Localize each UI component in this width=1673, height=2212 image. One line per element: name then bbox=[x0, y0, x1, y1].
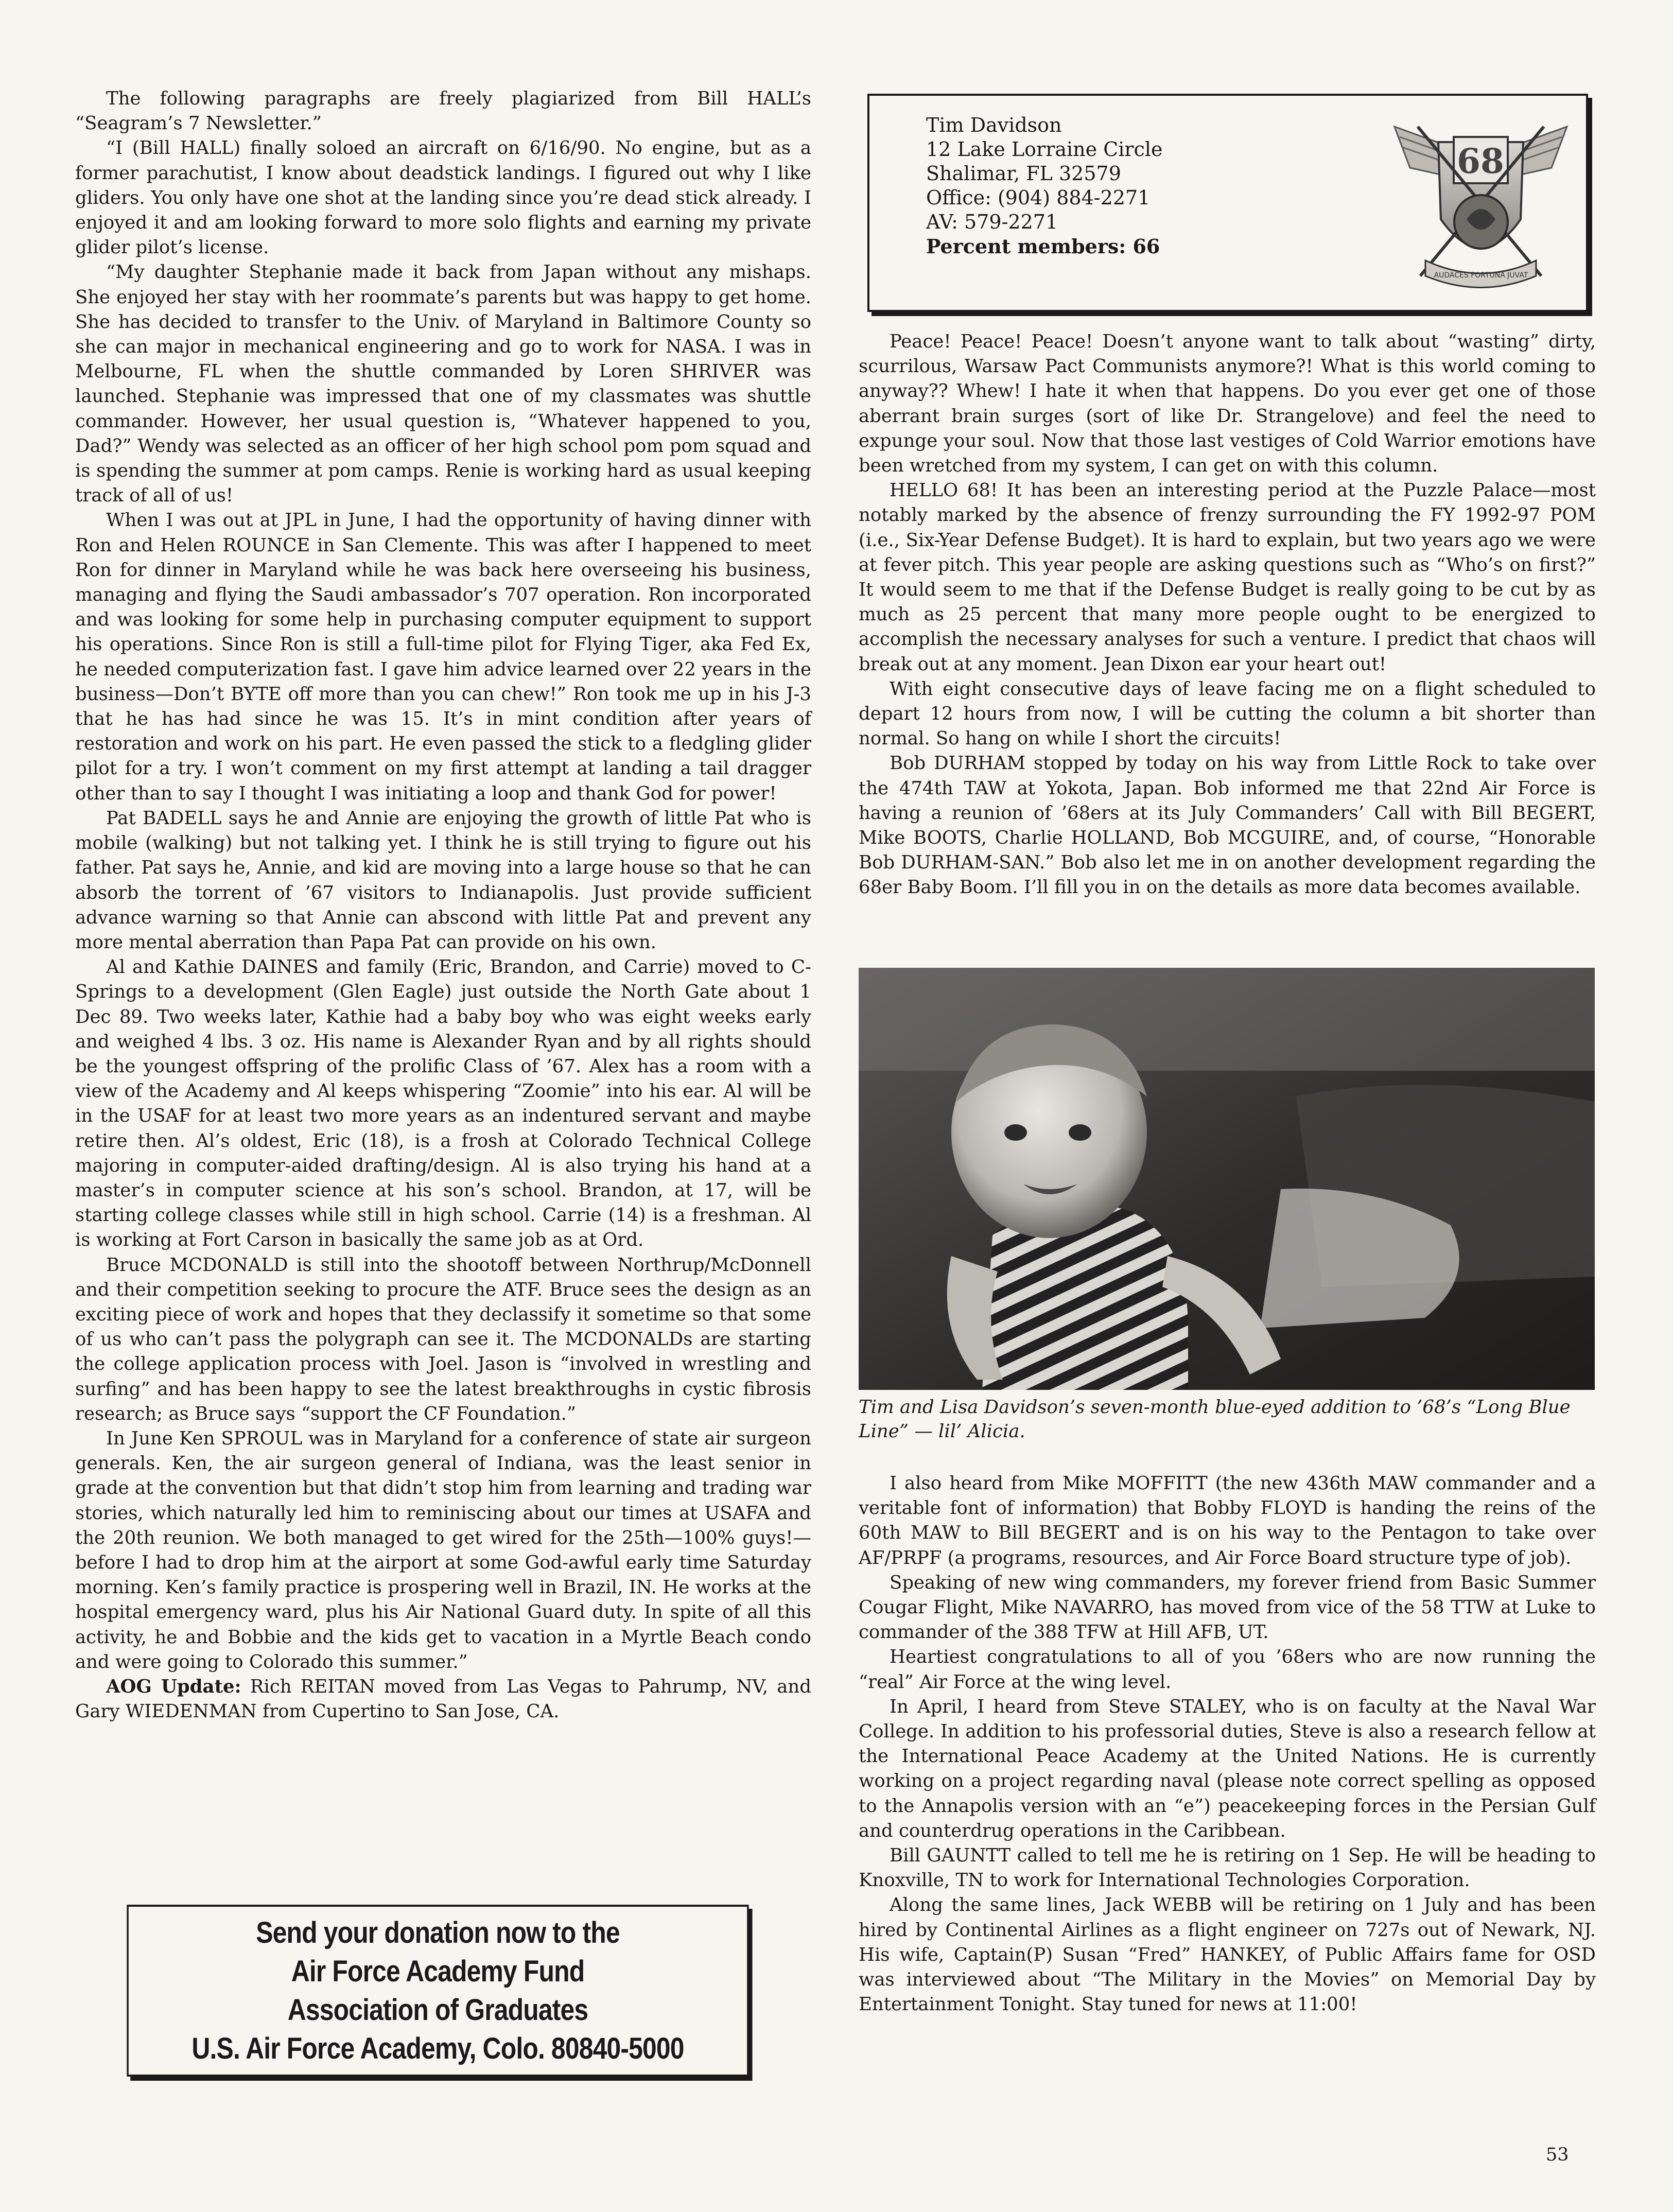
contact-office: Office: (904) 884-2271 bbox=[926, 186, 1151, 209]
right-column-bottom bbox=[859, 1471, 1596, 2017]
photo-caption: Tim and Lisa Davidson’s seven-month blue-eyed addition to ’68’s “Long Blue Line” — lil’ Alicia. bbox=[859, 1397, 1571, 1442]
donation-line: Association of Graduates bbox=[287, 1993, 588, 2027]
donation-line: Air Force Academy Fund bbox=[291, 1955, 585, 1988]
right-paragraph: With eight consecutive days of leave facing me on a flight scheduled to depart 12 hours from now, I will be cutting the column a bit shorter than normal. So hang on while I short the circuits! bbox=[859, 678, 1596, 750]
contact-name: Tim Davidson bbox=[926, 114, 1062, 136]
baby-photo-image bbox=[859, 968, 1595, 1390]
left-paragraph: Bruce MCDONALD is still into the shootoff between Northrup/McDonnell and their competition seeking to procure the ATF. Bruce sees the design as an exciting piece of work and hopes that they declassify it sometime so that some of us who can’t pass the polygraph can see it. The MCDONALDs are starting the college application process with Joel. Jason is “involved in wrestling and surfing” and has been happy to see the latest breakthroughs in cystic fibrosis research; as Bruce says “support the CF Foundation.” bbox=[75, 1254, 811, 1424]
right-paragraph: Speaking of new wing commanders, my forever friend from Basic Summer Cougar Flight, Mike NAVARRO, has moved from vice of the 58 TTW at Luke to commander of the 388 TFW at Hill AFB, UT. bbox=[859, 1572, 1596, 1643]
crest-motto: AUDACES FORTUNA JUVAT bbox=[1434, 271, 1528, 280]
donation-box bbox=[127, 1905, 748, 2077]
page-number: 53 bbox=[1546, 2145, 1569, 2165]
left-paragraph: In June Ken SPROUL was in Maryland for a conference of state air surgeon generals. Ken, the air surgeon general of Indiana, was the least senior in grade at the convention but that didn’t stop him from learning and trading war stories, which naturally led him to reminiscing about our times at USAFA and the 20th reunion. We both managed to get wired for the 25th—100% guys!—before I had to drop him at the airport at some God-awful early time Saturday morning. Ken’s family practice is prospering well in Brazil, IN. He works at the hospital emergency ward, plus his Air National Guard duty. In spite of all this activity, he and Bobbie and the kids get to vacation in a Myrtle Beach condo and were going to Colorado this summer.” bbox=[75, 1427, 811, 1673]
left-paragraph: The following paragraphs are freely plagiarized from Bill HALL’s “Seagram’s 7 Newsletter.” bbox=[75, 88, 811, 134]
contact-percent: Percent members: 66 bbox=[926, 235, 1160, 258]
aog-update-label: AOG Update: bbox=[106, 1676, 241, 1697]
right-paragraph: Bill GAUNTT called to tell me he is retiring on 1 Sep. He will be heading to Knoxville, TN to work for International Technologies Corporation. bbox=[859, 1845, 1596, 1891]
right-paragraph: In April, I heard from Steve STALEY, who is on faculty at the Naval War College. In addition to his professorial duties, Steve is also a research fellow at the International Peace Academy at the United Nations. He is currently working on a project regarding naval (please note correct spelling as opposed to the Annapolis version with an “e”) peacekeeping forces in the Persian Gulf and counterdrug operations in the Caribbean. bbox=[859, 1696, 1596, 1841]
right-paragraph: Bob DURHAM stopped by today on his way from Little Rock to take over the 474th TAW at Yokota, Japan. Bob informed me that 22nd Air Force is having a reunion of ’68ers at its July Commanders’ Call with Bill BEGERT, Mike BOOTS, Charlie HOLLAND, Bob MCGUIRE, and, of course, “Honorable Bob DURHAM-SAN.” Bob also let me in on another development regarding the 68er Baby Boom. I’ll fill you in on the details as more data becomes available. bbox=[859, 753, 1596, 898]
contact-lines bbox=[926, 113, 1163, 258]
baby-photo bbox=[859, 968, 1595, 1390]
class-crest-icon bbox=[1389, 106, 1572, 291]
right-paragraph: Along the same lines, Jack WEBB will be retiring on 1 July and has been hired by Continental Airlines as a flight engineer on 727s out of Newark, NJ. His wife, Captain(P) Susan “Fred” HANKEY, of Public Affairs fame for OSD was interviewed about “The Military in the Movies” on Memorial Day by Entertainment Tonight. Stay tuned for news at 11:00! bbox=[859, 1894, 1596, 2015]
aog-update bbox=[75, 1675, 811, 1724]
donation-line: Send your donation now to the bbox=[256, 1916, 620, 1949]
contact-box bbox=[867, 94, 1588, 312]
right-column-top bbox=[859, 329, 1596, 900]
contact-city: Shalimar, FL 32579 bbox=[926, 162, 1121, 185]
left-paragraph: Pat BADELL says he and Annie are enjoying the growth of little Pat who is mobile (walking) but not talking yet. I think he is still trying to figure out his father. Pat says he, Annie, and kid are moving into a large house so that he can absorb the torrent of ’67 visitors to Indianapolis. Just provide sufficient advance warning so that Annie can abscond with little Pat and prevent any more mental aberration than Papa Pat can provide on his own. bbox=[75, 807, 811, 953]
donation-line: U.S. Air Force Academy, Colo. 80840-5000 bbox=[191, 2032, 684, 2065]
contact-av: AV: 579-2271 bbox=[926, 211, 1058, 233]
left-paragraph: “I (Bill HALL) finally soloed an aircraft on 6/16/90. No engine, but as a former parachutist, I know about deadstick landings. I figured out why I like gliders. You only have one shot at the landing since you’re dead stick already. I enjoyed it and am looking forward to more solo flights and earning my private glider pilot’s license. bbox=[75, 137, 811, 258]
left-paragraph: When I was out at JPL in June, I had the opportunity of having dinner with Ron and Helen ROUNCE in San Clemente. This was after I happened to meet Ron for dinner in Maryland while he was back here overseeing his business, managing and flying the Saudi ambassador’s 707 operation. Ron incorporated and was looking for some help in purchasing computer equipment to support his operations. Since Ron is still a full-time pilot for Flying Tiger, aka Fed Ex, he needed computerization fast. I gave him advice learned over 22 years in the business—Don’t BYTE off more than you can chew!” Ron took me up in his J-3 that he has had since he was 15. It’s in mint condition after years of restoration and work on his part. He even passed the stick to a fledgling glider pilot for a try. I won’t comment on my first attempt at landing a tail dragger other than to say I thought I was initiating a loop and thank God for power! bbox=[75, 510, 811, 804]
left-paragraph: “My daughter Stephanie made it back from Japan without any mishaps. She enjoyed her stay with her roommate’s parents but was happy to get home. She has decided to transfer to the Univ. of Maryland in Baltimore County so she can major in mechanical engineering and go to work for NASA. I was in Melbourne, FL when the shuttle commanded by Loren SHRIVER was launched. Stephanie was impressed that one of my classmates was shuttle commander. However, her usual question is, “Whatever happened to you, Dad?” Wendy was selected as an officer of her high school pom pom squad and is spending the summer at pom camps. Renie is working hard as usual keeping track of all of us! bbox=[75, 262, 811, 507]
right-paragraph: Heartiest congratulations to all of you ’68ers who are now running the “real” Air Force at the wing level. bbox=[859, 1646, 1596, 1693]
right-paragraph: Peace! Peace! Peace! Doesn’t anyone want to talk about “wasting” dirty, scurrilous, Warsaw Pact Communists anymore?! What is this world coming to anyway?? Whew! I hate it when that happens. Do you ever get one of those aberrant brain surges (sort of like Dr. Strangelove) and feel the need to expunge your soul. Now that those last vestiges of Cold Warrior emotions have been wretched from my system, I can get on with this column. bbox=[859, 331, 1596, 477]
left-paragraph: Al and Kathie DAINES and family (Eric, Brandon, and Carrie) moved to C-Springs to a development (Glen Eagle) just outside the North Gate about 1 Dec 89. Two weeks later, Kathie had a baby boy who was eight weeks early and weighed 4 lbs. 3 oz. His name is Alexander Ryan and by all rights should be the youngest offspring of the prolific Class of ’67. Alex has a room with a view of the Academy and Al keeps whispering “Zoomie” into his ear. Al will be in the USAF for at least two more years as an indentured servant and maybe retire then. Al’s oldest, Eric (18), is a frosh at Colorado Technical College majoring in computer-aided drafting/design. Al is also trying his hand at a master’s in computer science at his son’s school. Brandon, at 17, will be starting college classes while still in high school. Carrie (14) is a freshman. Al is working at Fort Carson in basically the same job as at Ord. bbox=[75, 956, 811, 1251]
left-column bbox=[75, 86, 811, 1724]
crest-number: 68 bbox=[1457, 141, 1504, 181]
right-paragraph: HELLO 68! It has been an interesting period at the Puzzle Palace—most notably marked by the absence of frenzy surrounding the FY 1992-97 POM (i.e., Six-Year Defense Budget). It is hard to explain, but two years ago we were at fever pitch. This year people are asking questions such as “Who’s on first?” It would seem to me that if the Defense Budget is really going to be cut by as much as 25 percent that many more people ought to be energized to accomplish the necessary analyses for such a venture. I predict that chaos will break out at any moment. Jean Dixon ear your heart out! bbox=[859, 480, 1596, 675]
right-paragraph: I also heard from Mike MOFFITT (the new 436th MAW commander and a veritable font of information) that Bobby FLOYD is handing the reins of the 60th MAW to Bill BEGERT and is on his way to the Pentagon to take over AF/PRPF (a programs, resources, and Air Force Board structure type of job). bbox=[859, 1473, 1596, 1569]
aog-update-text: Rich REITAN moved from Las Vegas to Pahrump, NV, and Gary WIEDENMAN from Cupertino to San Jose, CA. bbox=[75, 1676, 811, 1722]
contact-street: 12 Lake Lorraine Circle bbox=[926, 138, 1163, 161]
